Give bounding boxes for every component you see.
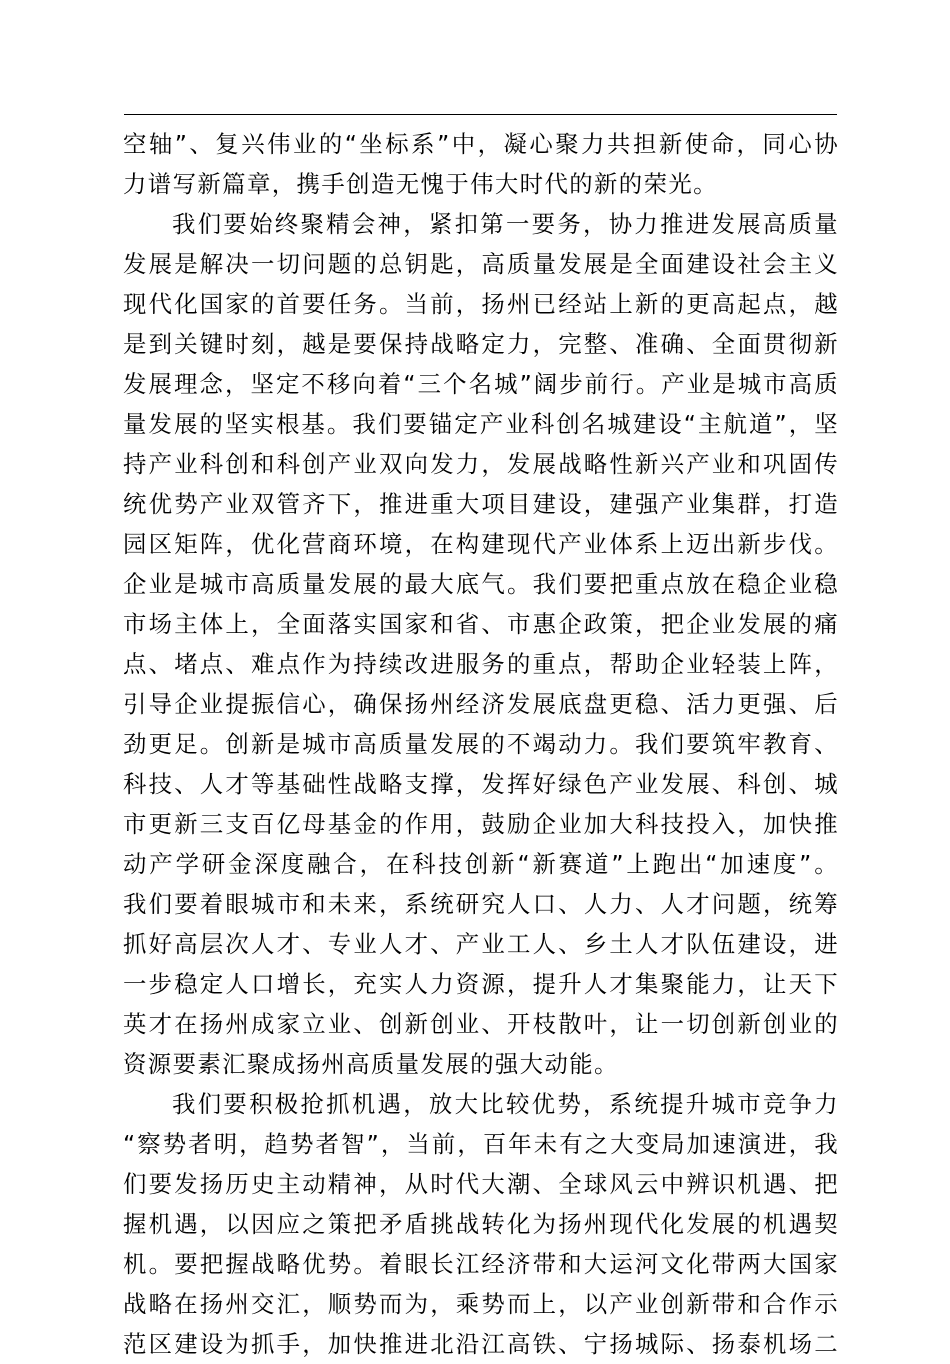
text-line: 一步稳定人口增长，充实人力资源，提升人才集聚能力，让天下	[123, 970, 839, 998]
text-line: 战略在扬州交汇，顺势而为，乘势而上，以产业创新带和合作示	[123, 1290, 839, 1318]
text-line: 们要发扬历史主动精神，从时代大潮、全球风云中辨识机遇、把	[123, 1170, 839, 1198]
text-line: 统优势产业双管齐下，推进重大项目建设，建强产业集群，打造	[123, 490, 839, 518]
text-line: 量发展的坚实根基。我们要锚定产业科创名城建设“主航道”，坚	[123, 410, 839, 438]
paragraph-3	[123, 1084, 839, 1364]
text-line: 点、堵点、难点作为持续改进服务的重点，帮助企业轻装上阵，	[123, 650, 839, 678]
paragraph-1	[123, 124, 839, 204]
text-line: “察势者明，趋势者智”，当前，百年未有之大变局加速演进，我	[123, 1130, 839, 1158]
text-line: 市更新三支百亿母基金的作用，鼓励企业加大科技投入，加快推	[123, 810, 839, 838]
text-line: 发展理念，坚定不移向着“三个名城”阔步前行。产业是城市高质	[123, 370, 839, 398]
text-line: 范区建设为抓手，加快推进北沿江高铁、宁扬城际、扬泰机场二	[123, 1330, 839, 1358]
text-line: 机。要把握战略优势。着眼长江经济带和大运河文化带两大国家	[123, 1250, 839, 1278]
text-line: 企业是城市高质量发展的最大底气。我们要把重点放在稳企业稳	[123, 570, 839, 598]
text-line: 现代化国家的首要任务。当前，扬州已经站上新的更高起点，越	[123, 290, 839, 318]
text-line: 劲更足。创新是城市高质量发展的不竭动力。我们要筑牢教育、	[123, 730, 839, 758]
text-line: 引导企业提振信心，确保扬州经济发展底盘更稳、活力更强、后	[123, 690, 839, 718]
text-line: 我们要积极抢抓机遇，放大比较优势，系统提升城市竞争力	[172, 1090, 839, 1118]
text-line: 持产业科创和科创产业双向发力，发展战略性新兴产业和巩固传	[123, 450, 839, 478]
text-line: 我们要着眼城市和未来，系统研究人口、人力、人才问题，统筹	[123, 890, 839, 918]
text-line: 力谱写新篇章，携手创造无愧于伟大时代的新的荣光。	[123, 170, 718, 198]
text-line: 资源要素汇聚成扬州高质量发展的强大动能。	[123, 1050, 619, 1078]
paragraph-2	[123, 204, 839, 1084]
text-line: 市场主体上，全面落实国家和省、市惠企政策，把企业发展的痛	[123, 610, 839, 638]
body-text	[123, 124, 839, 1364]
text-line: 是到关键时刻，越是要保持战略定力，完整、准确、全面贯彻新	[123, 330, 839, 358]
text-line: 抓好高层次人才、专业人才、产业工人、乡土人才队伍建设，进	[123, 930, 839, 958]
text-line: 园区矩阵，优化营商环境，在构建现代产业体系上迈出新步伐。	[123, 530, 839, 558]
text-line: 我们要始终聚精会神，紧扣第一要务，协力推进发展高质量	[172, 210, 839, 238]
text-line: 英才在扬州成家立业、创新创业、开枝散叶，让一切创新创业的	[123, 1010, 839, 1038]
text-line: 握机遇，以因应之策把矛盾挑战转化为扬州现代化发展的机遇契	[123, 1210, 839, 1238]
text-line: 发展是解决一切问题的总钥匙，高质量发展是全面建设社会主义	[123, 250, 839, 278]
text-line: 科技、人才等基础性战略支撑，发挥好绿色产业发展、科创、城	[123, 770, 839, 798]
header-rule	[124, 114, 837, 115]
text-line: 空轴”、复兴伟业的“坐标系”中，凝心聚力共担新使命，同心协	[123, 130, 839, 158]
text-line: 动产学研金深度融合，在科技创新“新赛道”上跑出“加速度”。	[123, 850, 839, 878]
